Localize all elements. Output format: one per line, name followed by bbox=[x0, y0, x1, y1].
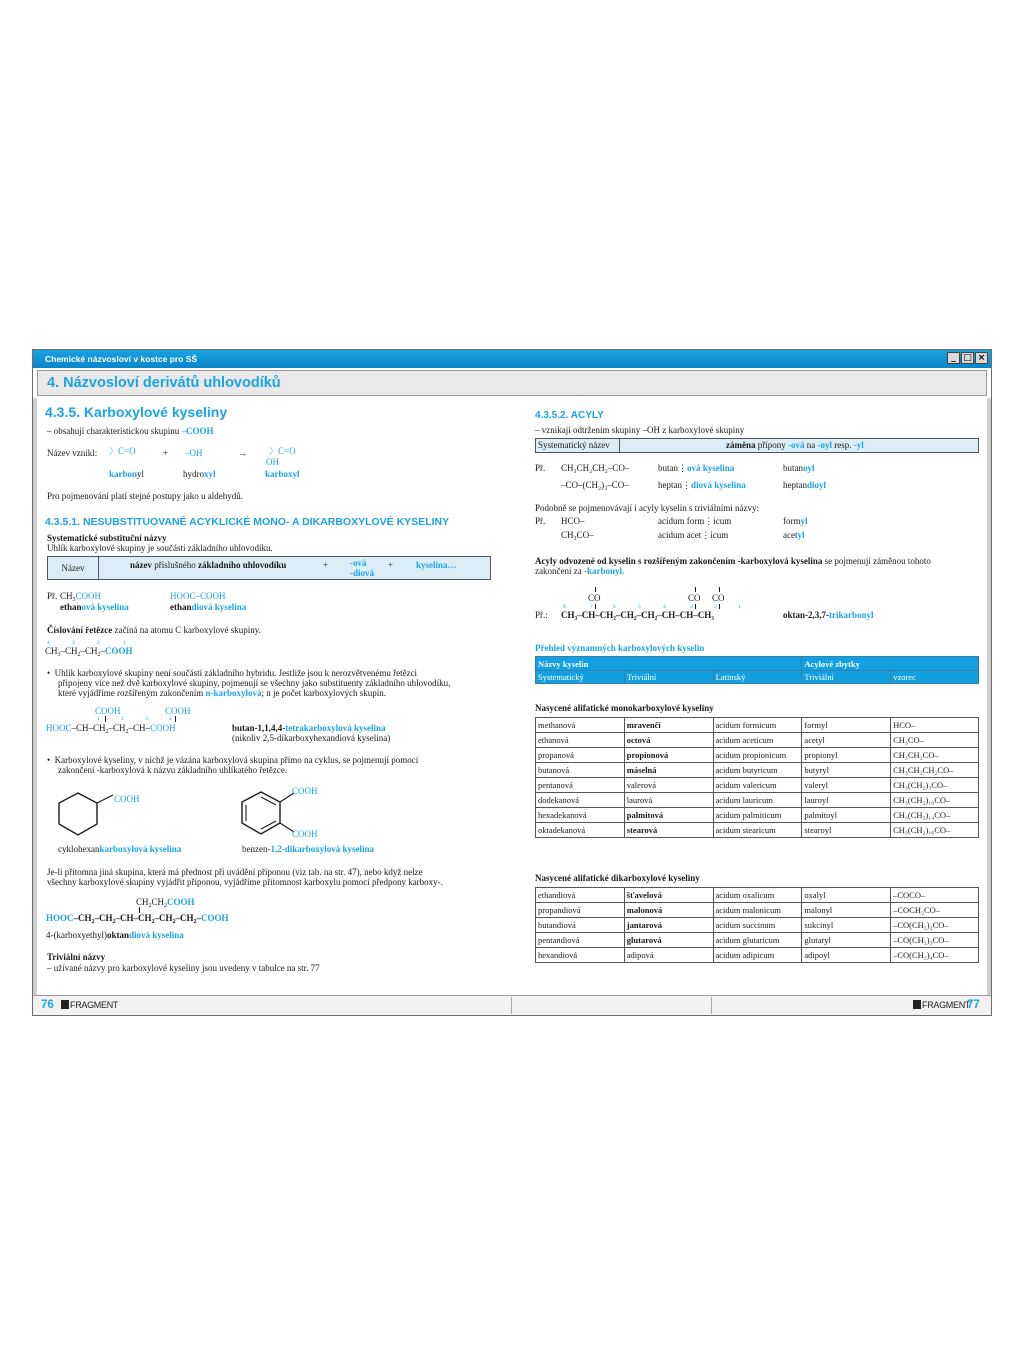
hydroxyl-label: hydroxyl bbox=[183, 469, 216, 479]
brand-mark-icon bbox=[61, 1000, 69, 1009]
extended-acyl-line2: zakončení za -karbonyl. bbox=[535, 566, 625, 576]
butan-cooh-top2: COOH bbox=[165, 706, 191, 716]
latin-name: acidum palmiticum bbox=[713, 808, 802, 823]
di-acid-row bbox=[536, 903, 979, 918]
acetyl-formula: CH₃CO– bbox=[561, 530, 594, 540]
acyl-name: palmitoyl bbox=[802, 808, 891, 823]
octane-co-2: CO bbox=[688, 593, 701, 603]
mono-acid-row bbox=[536, 778, 979, 793]
acyl-name: oxalyl bbox=[802, 888, 891, 903]
chapter-header: 4. Názvosloví derivátů uhlovodíků bbox=[37, 370, 987, 396]
extended-acyl-line1: Acyly odvozené od kyselin s rozšířeným zakončením -karboxylová kyselina se pojmenují záměnou tohoto bbox=[535, 556, 931, 566]
naming-box-diova: -diová bbox=[350, 568, 375, 578]
octane-bond-1 bbox=[595, 604, 596, 609]
acyl-name: adipoyl bbox=[802, 948, 891, 963]
mono-acid-row bbox=[536, 823, 979, 838]
heptandioyl-name: heptandioyl bbox=[783, 480, 827, 490]
systematic-names-text: Uhlík karboxylové skupiny je součástí základního uhlovodíku. bbox=[47, 543, 273, 553]
trivial-name: jantarová bbox=[624, 918, 713, 933]
naming-box-plus2: + bbox=[388, 560, 394, 570]
oxalic-name: ethandiová kyselina bbox=[170, 602, 247, 612]
minimize-button[interactable]: _ bbox=[947, 352, 960, 364]
footer-divider-2 bbox=[711, 997, 712, 1014]
acyl-name: acetyl bbox=[802, 733, 891, 748]
document-window bbox=[32, 349, 992, 1016]
di-acid-row bbox=[536, 888, 979, 903]
chain-num-1: 1 bbox=[123, 640, 126, 646]
acyl-rule-text: záměna přípony -ová na -oyl resp. -yl bbox=[726, 440, 864, 450]
di-acid-row bbox=[536, 918, 979, 933]
acyl-formula: CH₃CH₂CH₂CO– bbox=[891, 763, 979, 778]
hydroxyl-group: –OH bbox=[185, 448, 203, 458]
acyl-name: butyryl bbox=[802, 763, 891, 778]
octandioic-chain: HOOC–$CH_2-CH_2-CH-CH_2-CH_2-CH_2$–COOH bbox=[46, 913, 229, 925]
octane-num-6: 6 bbox=[613, 604, 616, 610]
acyl-example-label: Př. bbox=[535, 463, 546, 473]
systematic-name: pentanová bbox=[536, 778, 625, 793]
right-scrollbar[interactable] bbox=[987, 398, 991, 996]
trivial-name: malonová bbox=[624, 903, 713, 918]
naming-box-plus1: + bbox=[323, 560, 329, 570]
di-title: Nasycené alifatické dikarboxylové kyseliny bbox=[535, 873, 700, 883]
trivial-name: propionová bbox=[624, 748, 713, 763]
latin-name: acidum glutaricum bbox=[713, 933, 802, 948]
latin-name: acidum succinum bbox=[713, 918, 802, 933]
bullet-1-line2: připojeny více než dvě karboxylové skupiny, pojmenují se všechny jako substituenty základního uhlovodíku, bbox=[58, 678, 451, 688]
systematic-name: propandiová bbox=[536, 903, 625, 918]
trivial-name: octová bbox=[624, 733, 713, 748]
plus-sign: + bbox=[163, 448, 169, 458]
octane-name: oktan-2,3,7-trikarbonyl bbox=[783, 610, 874, 620]
systematic-name: ethanová bbox=[536, 733, 625, 748]
carbonyl-group: 〉C=O bbox=[109, 446, 136, 456]
close-button[interactable]: × bbox=[975, 352, 988, 364]
acyl-name: formyl bbox=[802, 718, 891, 733]
col-acyl-trivial: Triviální bbox=[802, 671, 891, 684]
carboxyl-group-co: 〉C=O bbox=[269, 446, 296, 456]
butan-num-2: 2 bbox=[121, 716, 124, 722]
benzene-cooh-1: COOH bbox=[292, 786, 318, 796]
naming-box-kyselina: kyselina… bbox=[416, 560, 457, 570]
systematic-name: methanová bbox=[536, 718, 625, 733]
mono-acid-table bbox=[535, 717, 979, 838]
cyclohexane-ring bbox=[55, 790, 115, 840]
acyl-formula: CH₃(CH₂)₁₄CO– bbox=[891, 808, 979, 823]
brand-logo-right: FRAGMENT bbox=[913, 1000, 970, 1010]
latin-name: acidum propionicum bbox=[713, 748, 802, 763]
chain-num-3: 3 bbox=[72, 640, 75, 646]
acid-names-header: Názvy kyselin bbox=[536, 657, 802, 671]
acyl-name: sukcinyl bbox=[802, 918, 891, 933]
acyl-name: malonyl bbox=[802, 903, 891, 918]
ethanoic-formula: $CH_3COOH$ bbox=[60, 591, 102, 603]
acetic-latin: acidum acet⋮icum bbox=[658, 530, 729, 540]
trivial-example-label: Př. bbox=[535, 516, 546, 526]
acyl-formula: CH₃CO– bbox=[891, 733, 979, 748]
systematic-name: dodekanová bbox=[536, 793, 625, 808]
maximize-button[interactable]: □ bbox=[961, 352, 974, 364]
mono-acid-row bbox=[536, 718, 979, 733]
trivial-name: stearová bbox=[624, 823, 713, 838]
butanoyl-formula: CH₃CH₂CH₂–CO– bbox=[561, 463, 630, 473]
latin-name: acidum butyricum bbox=[713, 763, 802, 778]
systematic-name: propanová bbox=[536, 748, 625, 763]
overview-header-row bbox=[536, 657, 979, 671]
mono-acid-row bbox=[536, 793, 979, 808]
octane-num-8: 8 bbox=[563, 604, 566, 610]
left-page-number: 76 bbox=[41, 999, 54, 1011]
other-group-line2: všechny karboxylové skupiny vyjádřit příponou, vyjádříme přítomnost karboxylu pomocí předpony karboxy-. bbox=[47, 877, 443, 887]
chain-num-4: 4 bbox=[47, 640, 50, 646]
intro-text: – obsahují charakteristickou skupinu –COOH bbox=[47, 426, 214, 436]
mono-acid-row bbox=[536, 748, 979, 763]
heptandioic-acid: heptan⋮diová kyselina bbox=[658, 480, 746, 490]
col-trivial: Triviální bbox=[624, 671, 713, 684]
col-systematic: Systematický bbox=[536, 671, 625, 684]
systematic-name: hexadekanová bbox=[536, 808, 625, 823]
acyl-name: lauroyl bbox=[802, 793, 891, 808]
brand-logo-left: FRAGMENT bbox=[61, 1000, 118, 1010]
naming-scheme-box bbox=[47, 556, 491, 580]
aldehyde-note: Pro pojmenování platí stejné postupy jako u aldehydů. bbox=[47, 491, 243, 501]
butanoic-acid: butan⋮ová kyselina bbox=[658, 463, 735, 473]
left-scrollbar[interactable] bbox=[33, 398, 37, 996]
reaction-arrow: → bbox=[238, 448, 247, 458]
benzene-ring bbox=[239, 784, 299, 842]
butan-alt-name: (nikoliv 2,5-dikarboxyhexandiová kyselina) bbox=[232, 733, 391, 743]
octane-num-4: 4 bbox=[663, 604, 666, 610]
numbering-rule: Číslování řetězce začíná na atomu C karboxylové skupiny. bbox=[47, 625, 261, 635]
di-acid-row bbox=[536, 933, 979, 948]
systematic-name: butanová bbox=[536, 763, 625, 778]
systematic-name: pentandiová bbox=[536, 933, 625, 948]
footer-divider-1 bbox=[511, 997, 512, 1014]
butan-name: butan-1,1,4,4-tetrakarboxylová kyselina bbox=[232, 723, 386, 733]
overview-title: Přehled významných karboxylových kyselin bbox=[535, 643, 705, 653]
systematic-name: oktadekanová bbox=[536, 823, 625, 838]
naming-box-main: název příslušného základního uhlovodíku bbox=[130, 560, 287, 570]
window-titlebar bbox=[33, 350, 991, 368]
latin-name: acidum formicum bbox=[713, 718, 802, 733]
acyl-formula: CH₃(CH₂)₁₆CO– bbox=[891, 823, 979, 838]
latin-name: acidum adipicum bbox=[713, 948, 802, 963]
octane-co-3: CO bbox=[712, 593, 725, 603]
acyl-formula: HCO– bbox=[891, 718, 979, 733]
octane-num-1: 1 bbox=[738, 604, 741, 610]
heptandioyl-formula: –CO–(CH₂)₃–CO– bbox=[561, 480, 629, 490]
latin-name: acidum malonicum bbox=[713, 903, 802, 918]
latin-name: acidum lauricum bbox=[713, 793, 802, 808]
acyl-formula: –CO(CH₂)₂CO– bbox=[891, 918, 979, 933]
systematic-name: butandiová bbox=[536, 918, 625, 933]
trivial-acyl-note: Podobně se pojmenovávají i acyly kyselin s triviálními názvy: bbox=[535, 503, 759, 513]
acyl-formula: –CO(CH₂)₃CO– bbox=[891, 933, 979, 948]
bullet-2-line2: zakončení -karboxylová k názvu základního uhlíkatého řetězce. bbox=[58, 765, 288, 775]
section-title: 4.3.5. Karboxylové kyseliny bbox=[45, 404, 228, 420]
window-controls bbox=[947, 352, 988, 364]
branch-group: $CH_2CH_2COOH$ bbox=[136, 897, 195, 909]
butanoyl-name: butanoyl bbox=[783, 463, 815, 473]
octane-num-2: 2 bbox=[714, 604, 717, 610]
example-label: Př. bbox=[47, 591, 58, 601]
benzene-name: benzen-1,2-dikarboxylová kyselina bbox=[242, 844, 375, 854]
octane-bond-3 bbox=[719, 604, 720, 609]
trivial-name: mravenčí bbox=[624, 718, 713, 733]
formic-latin: acidum form⋮icum bbox=[658, 516, 732, 526]
trivial-names-text: – užívané názvy pro karboxylové kyseliny jsou uvedeny v tabulce na str. 77 bbox=[47, 963, 320, 973]
trivial-names-title: Triviální názvy bbox=[47, 952, 106, 962]
butan-chain: HOOC–$CH-CH_2-CH_2-CH$–COOH bbox=[46, 723, 176, 735]
latin-name: acidum valericum bbox=[713, 778, 802, 793]
mono-acid-row bbox=[536, 763, 979, 778]
acyl-intro: – vznikají odtržením skupiny –OH z karboxylové skupiny bbox=[535, 425, 745, 435]
trivial-name: laurová bbox=[624, 793, 713, 808]
butan-num-4: 4 bbox=[169, 716, 172, 722]
trivial-name: glutarová bbox=[624, 933, 713, 948]
systematic-name: hexandiová bbox=[536, 948, 625, 963]
acyl-name: propionyl bbox=[802, 748, 891, 763]
benzene-cooh-2: COOH bbox=[292, 829, 318, 839]
latin-name: acidum aceticum bbox=[713, 733, 802, 748]
formyl-formula: HCO– bbox=[561, 516, 585, 526]
acyl-formula: CH₃CH₂CO– bbox=[891, 748, 979, 763]
bullet-2: • Karboxylové kyseliny, v nichž je vázána karboxylová skupina přímo na cyklus, se pojmenují pomocí bbox=[47, 755, 419, 765]
butan-num-3: 3 bbox=[145, 716, 148, 722]
brand-mark-icon bbox=[913, 1000, 921, 1009]
acyl-rule-label: Systematický název bbox=[536, 439, 620, 452]
trivial-name: máselná bbox=[624, 763, 713, 778]
di-acid-table bbox=[535, 887, 979, 963]
name-origin-label: Název vznikl: bbox=[47, 448, 98, 458]
latin-name: acidum stearicum bbox=[713, 823, 802, 838]
trivial-name: palmitová bbox=[624, 808, 713, 823]
octane-co-1: CO bbox=[588, 593, 601, 603]
bullet-1: • Uhlík karboxylové skupiny není součástí základního hybridu. Jestliže jsou k nerozvětvenému řetězci bbox=[47, 668, 418, 678]
overview-header-table bbox=[535, 656, 979, 684]
systematic-name: ethandiová bbox=[536, 888, 625, 903]
carboxyl-group-oh: OH bbox=[266, 457, 279, 467]
acyl-section-title: 4.3.5.2. ACYLY bbox=[535, 410, 604, 421]
acyl-rule-box bbox=[535, 438, 979, 453]
mono-title: Nasycené alifatické monokarboxylové kyseliny bbox=[535, 703, 714, 713]
trivial-name: valerová bbox=[624, 778, 713, 793]
acyl-formula: –CO(CH₂)₄CO– bbox=[891, 948, 979, 963]
octane-bond-top-2 bbox=[695, 587, 696, 592]
octane-num-5: 5 bbox=[638, 604, 641, 610]
formyl-name: formyl bbox=[783, 516, 808, 526]
chain-num-2: 2 bbox=[97, 640, 100, 646]
octane-example-label: Př.: bbox=[535, 610, 548, 620]
col-formula: vzorec bbox=[891, 671, 979, 684]
mono-acid-row bbox=[536, 808, 979, 823]
page-footer bbox=[33, 995, 991, 1015]
other-group-line1: Je-li přítomna jiná skupina, která má přednost při uvádění příponou (viz tab. na str. 47), nebo když nelze bbox=[47, 867, 423, 877]
cyclohexane-name: cyklohexankarboxylová kyselina bbox=[58, 844, 182, 854]
bullet-1-line3: které vyjádříme rozšířeným zakončením n-karboxylová; n je počet karboxylových skupin. bbox=[58, 688, 386, 698]
right-page-number: 77 bbox=[967, 999, 980, 1011]
acyl-formula: CH₃(CH₂)₃CO– bbox=[891, 778, 979, 793]
latin-name: acidum oxalicum bbox=[713, 888, 802, 903]
octane-bond-top-1 bbox=[595, 587, 596, 592]
col-latin: Latinský bbox=[713, 671, 802, 684]
butan-bond-1 bbox=[105, 716, 106, 722]
systematic-names-title: Systematické substituční názvy bbox=[47, 533, 167, 543]
subsection-title: 4.3.5.1. NESUBSTITUOVANÉ ACYKLICKÉ MONO- A DIKARBOXYLOVÉ KYSELINY bbox=[45, 516, 450, 528]
butan-bond-2 bbox=[175, 716, 176, 722]
acyl-residues-header: Acylové zbytky bbox=[802, 657, 979, 671]
di-acid-row bbox=[536, 948, 979, 963]
cyclohexane-cooh: COOH bbox=[114, 794, 140, 804]
oxalic-formula: HOOC–COOH bbox=[170, 591, 226, 601]
acyl-name: stearoyl bbox=[802, 823, 891, 838]
acetyl-name: acetyl bbox=[783, 530, 805, 540]
ethanoic-name: ethanová kyselina bbox=[60, 602, 129, 612]
acyl-formula: CH₃(CH₂)₁₀CO– bbox=[891, 793, 979, 808]
octane-num-3: 3 bbox=[690, 604, 693, 610]
butan-num-1: 1 bbox=[97, 716, 100, 722]
mono-acid-row bbox=[536, 733, 979, 748]
acyl-name: valeryl bbox=[802, 778, 891, 793]
butan-cooh-top1: COOH bbox=[95, 706, 121, 716]
acyl-formula: –COCO– bbox=[891, 888, 979, 903]
carbonyl-label: karbonyl bbox=[109, 469, 145, 479]
overview-subheader-row bbox=[536, 671, 979, 684]
carboxyl-label: karboxyl bbox=[265, 469, 300, 479]
trivial-name: adipová bbox=[624, 948, 713, 963]
butanoic-chain: $CH_3-CH_2-CH_2$–COOH bbox=[45, 646, 133, 658]
octane-chain: CH₃–CH–CH₂–CH₂–CH₂–CH–CH–CH₃ bbox=[561, 610, 714, 620]
window-title: Chemické názvosloví v kostce pro SŠ bbox=[45, 354, 198, 364]
octane-num-7: 7 bbox=[590, 604, 593, 610]
octane-bond-top-3 bbox=[719, 587, 720, 592]
acyl-name: glutaryl bbox=[802, 933, 891, 948]
naming-box-label: Název bbox=[48, 557, 99, 579]
naming-box-ova: -ová bbox=[350, 558, 367, 568]
octandioic-name: 4-(karboxyethyl)oktandiová kyselina bbox=[46, 930, 184, 940]
octane-bond-2 bbox=[695, 604, 696, 609]
trivial-name: šťavelová bbox=[624, 888, 713, 903]
acyl-formula: –COCH₂CO– bbox=[891, 903, 979, 918]
